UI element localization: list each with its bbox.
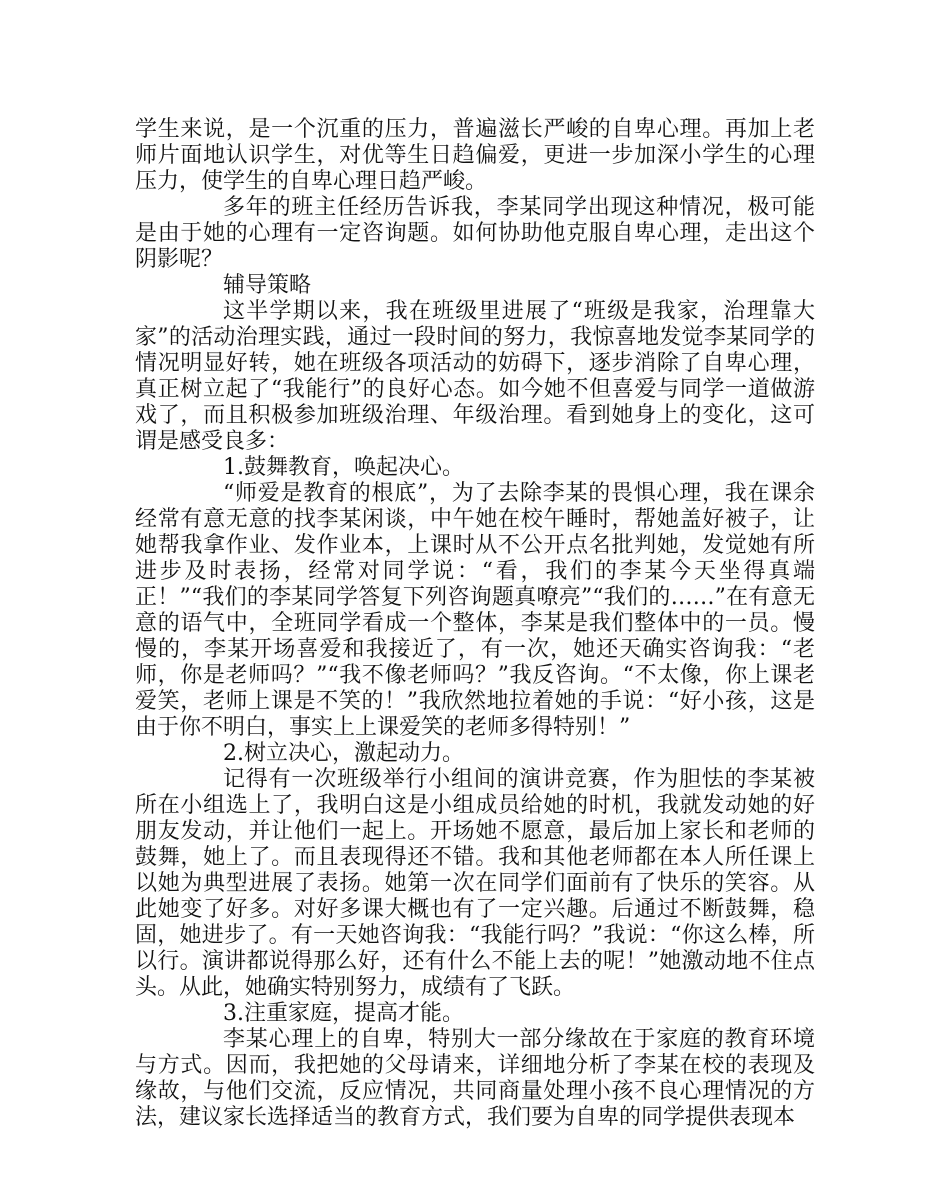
paragraph: 李某心理上的自卑，特别大一部分缘故在于家庭的教育环境与方式。因而，我把她的父母请来，详细地分析了李某在校的表现及缘故，与他们交流，反应情况，共同商量处理小孩不良心理情况的方法，建议家长选择适当的教育方式，我们要为自卑的同学提供表现本 [135,1027,815,1130]
paragraph: “师爱是教育的根底”，为了去除李某的畏惧心理，我在课余经常有意无意的找李某闲谈，中午她在校午睡时，帮她盖好被子，让她帮我拿作业、发作业本，上课时从不公开点名批判她，发觉她有所进步及时表扬，经常对同学说：“看，我们的李某今天坐得真端正！”“我们的李某同学答复下列咨询题真嘹亮”“我们的……”在有意无意的语气中，全班同学看成一个整体，李某是我们整体中的一员。慢慢的，李某开场喜爱和我接近了，有一次，她还天确实咨询我：“老师，你是老师吗？”“我不像老师吗？”我反咨询。“不太像，你上课老爱笑，老师上课是不笑的！”我欣然地拉着她的手说：“好小孩，这是由于你不明白，事实上上课爱笑的老师多得特别！” [135,481,815,740]
section-heading: 辅导策略 [223,273,312,298]
paragraph: 这半学期以来，我在班级里进展了“班级是我家，治理靠大家”的活动治理实践，通过一段时间的努力，我惊喜地发觉李某同学的情况明显好转，她在班级各项活动的妨碍下，逐步消除了自卑心理，真正树立起了“我能行”的良好心态。如今她不但喜爱与同学一道做游戏了，而且积极参加班级治理、年级治理。看到她身上的变化，这可谓是感受良多： [135,299,815,454]
paragraph: 记得有一次班级举行小组间的演讲竞赛，作为胆怯的李某被所在小组选上了，我明白这是小组成员给她的时机，我就发动她的好朋友发动，并让他们一起上。开场她不愿意，最后加上家长和老师的鼓舞，她上了。而且表现得还不错。我和其他老师都在本人所任课上以她为典型进展了表扬。她第一次在同学们面前有了快乐的笑容。从此她变了好多。对好多课大概也有了一定兴趣。后通过不断鼓舞，稳固，她进步了。有一天她咨询我：“我能行吗？”我说：“你这么棒，所以行。演讲都说得那么好，还有什么不能上去的呢！”她激动地不住点头。从此，她确实特别努力，成绩有了飞跃。 [135,767,815,1000]
body-text [135,117,815,1131]
subsection-heading: 1.鼓舞教育，唤起决心。 [223,455,464,480]
paragraph: 学生来说，是一个沉重的压力，普遍滋长严峻的自卑心理。再加上老师片面地认识学生，对优等生日趋偏爱，更进一步加深小学生的心理压力，使学生的自卑心理日趋严峻。 [135,117,815,194]
paragraph: 多年的班主任经历告诉我，李某同学出现这种情况，极可能是由于她的心理有一定咨询题。如何协助他克服自卑心理，走出这个阴影呢？ [135,195,815,272]
subsection-heading: 2.树立决心，激起动力。 [223,741,464,766]
subsection-heading: 3.注重家庭，提高才能。 [223,1001,464,1026]
